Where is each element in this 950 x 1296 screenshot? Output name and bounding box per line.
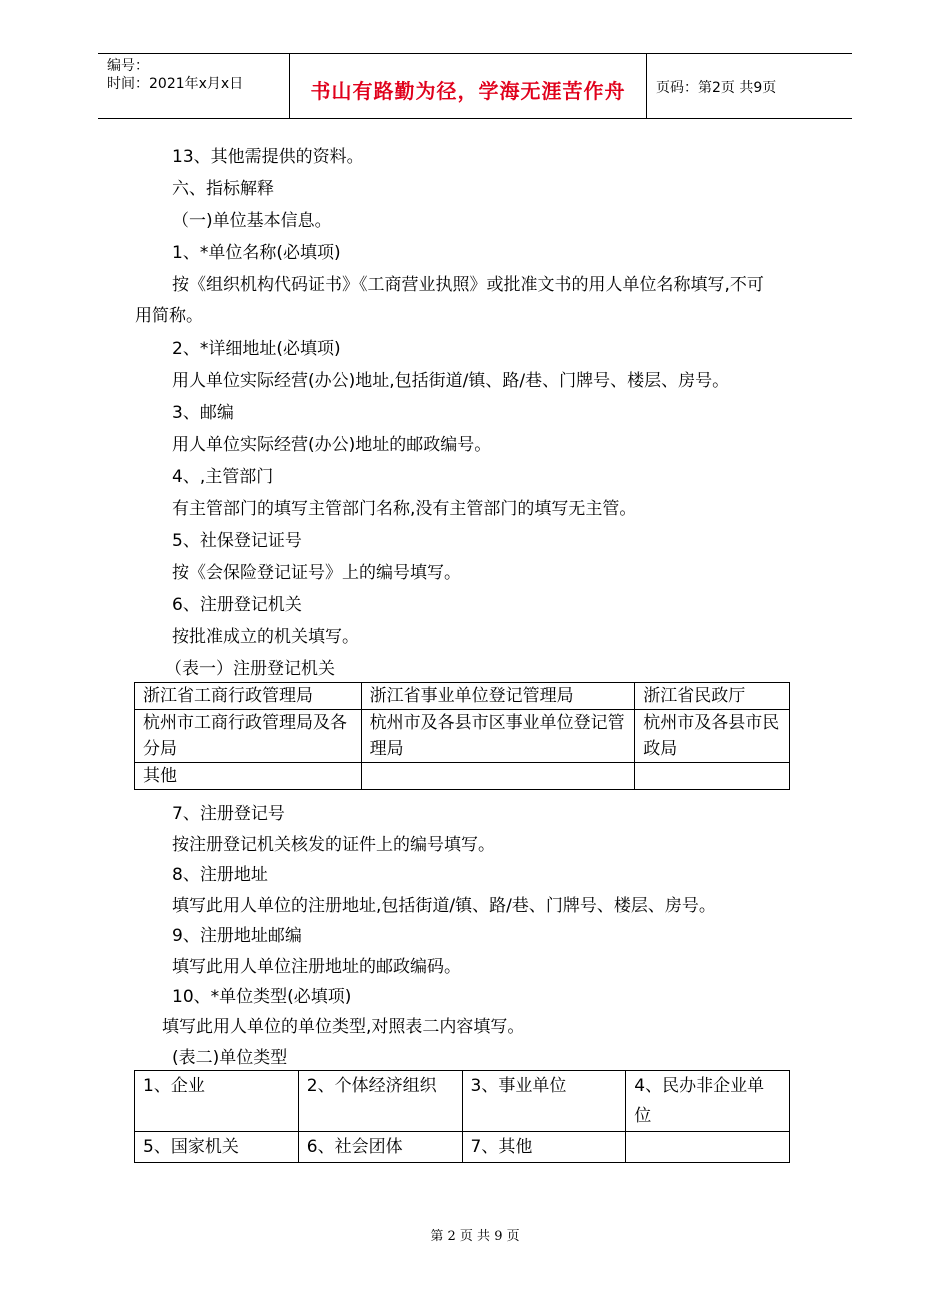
item-heading: 4、,主管部门 [172,467,274,487]
header-motto: 书山有路勤为径，学海无涯苦作舟 [310,79,626,103]
header-top-rule [98,53,852,54]
subsection-heading: （一)单位基本信息。 [172,211,332,231]
item-heading: 1、*单位名称(必填项) [172,243,341,263]
table-cell: 其他 [135,763,362,790]
item-heading: 3、邮编 [172,403,234,423]
table-row [135,1071,790,1132]
table-cell: 浙江省工商行政管理局 [135,683,362,710]
table-row [135,763,790,790]
unit-type-table [134,1070,790,1163]
header-time-label: 时间：2021年x月x日 [107,76,244,92]
body-line: 用人单位实际经营(办公)地址,包括街道/镇、路/巷、门牌号、楼层、房号。 [172,371,730,391]
item-heading: 2、*详细地址(必填项) [172,339,341,359]
header-page-label: 页码：第2页 共9页 [656,80,777,96]
page-footer: 第 2 页 共 9 页 [430,1229,520,1244]
item-heading: 10、*单位类型(必填项) [172,987,352,1007]
item-heading: 9、注册地址邮编 [172,926,302,946]
header-number-label: 编号： [107,58,149,74]
table-cell: 浙江省民政厅 [635,683,790,710]
body-line: 按《会保险登记证号》上的编号填写。 [172,563,461,583]
table-cell: 浙江省事业单位登记管理局 [361,683,635,710]
header-bottom-rule [98,118,852,119]
table-cell [361,763,635,790]
item-heading: 7、注册登记号 [172,804,285,824]
body-line: 用人单位实际经营(办公)地址的邮政编号。 [172,435,492,455]
table-cell [626,1132,790,1163]
body-line: 填写此用人单位注册地址的邮政编码。 [172,957,461,977]
body-line: 按批准成立的机关填写。 [172,627,359,647]
table-row [135,710,790,763]
table-cell: 7、其他 [462,1132,626,1163]
header-divider-right [646,54,647,118]
body-line: 按注册登记机关核发的证件上的编号填写。 [172,835,495,855]
table-cell: 杭州市及各县市民政局 [635,710,790,763]
body-line: 填写此用人单位的注册地址,包括街道/镇、路/巷、门牌号、楼层、房号。 [172,896,716,916]
table-row [135,1132,790,1163]
table-cell: 杭州市及各县市区事业单位登记管理局 [361,710,635,763]
table-cell: 1、企业 [135,1071,299,1132]
table-cell: 杭州市工商行政管理局及各分局 [135,710,362,763]
table-cell: 2、个体经济组织 [298,1071,462,1132]
registration-authority-table [134,682,790,790]
table-cell [635,763,790,790]
body-line: 用简称。 [135,306,203,326]
table-cell: 5、国家机关 [135,1132,299,1163]
body-line: 有主管部门的填写主管部门名称,没有主管部门的填写无主管。 [172,499,637,519]
table-row [135,683,790,710]
body-line: 按《组织机构代码证书》《工商营业执照》或批准文书的用人单位名称填写,不可 [172,275,764,295]
body-line: 填写此用人单位的单位类型,对照表二内容填写。 [162,1017,525,1037]
item-heading: 5、社保登记证号 [172,531,302,551]
table-cell: 6、社会团体 [298,1132,462,1163]
section-heading: 六、指标解释 [172,179,274,199]
table1-caption: （表一）注册登记机关 [165,659,335,679]
item-heading: 6、注册登记机关 [172,595,302,615]
item-heading: 8、注册地址 [172,865,268,885]
table2-caption: (表二)单位类型 [172,1048,288,1068]
body-line: 13、其他需提供的资料。 [172,147,364,167]
table-cell: 4、民办非企业单位 [626,1071,790,1132]
table-cell: 3、事业单位 [462,1071,626,1132]
